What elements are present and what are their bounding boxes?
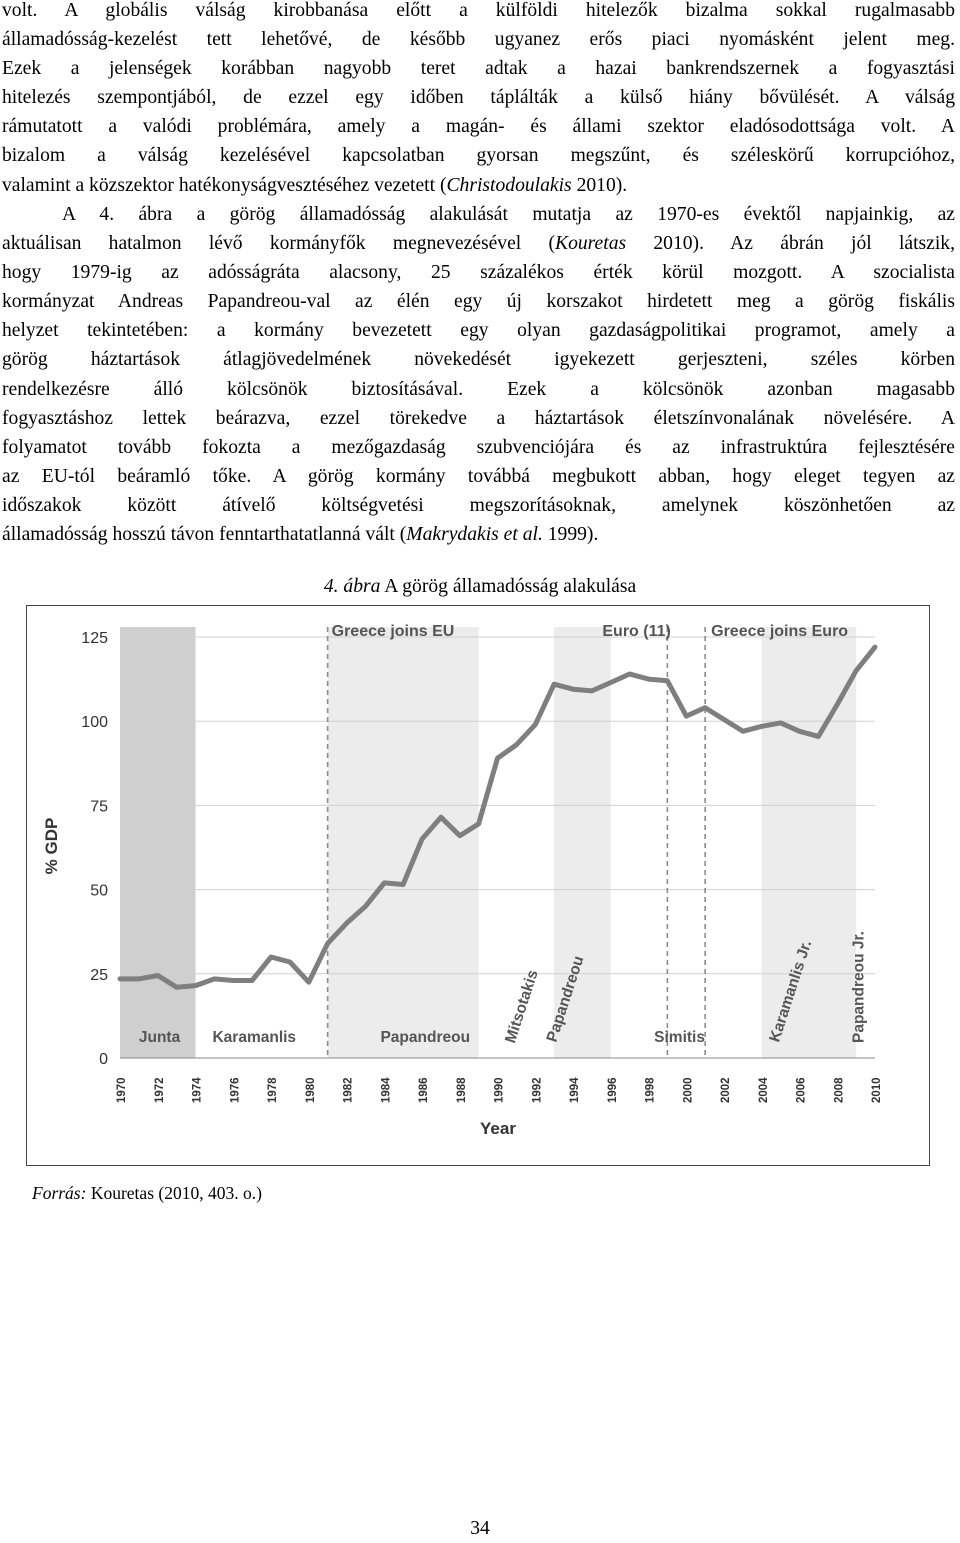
page-number: 34: [470, 1518, 490, 1539]
text-line: Ezek a jelenségek korábban nagyobb teret adtak a hazai bankrendszernek a fogyasztási: [2, 58, 955, 80]
figure-frame: [26, 605, 930, 1166]
x-tick-label: 1986: [418, 1077, 430, 1103]
x-tick-label: 1984: [380, 1077, 393, 1103]
source-label: Forrás:: [32, 1183, 87, 1203]
citation-author: Makrydakis et al.: [406, 524, 543, 546]
text-line: helyzet tekintetében: a kormány bevezetett egy olyan gazdaságpolitikai programot, amely a: [2, 320, 955, 342]
x-tick-label: 2010: [871, 1077, 883, 1103]
x-axis-title: Year: [480, 1119, 516, 1138]
text-fragment: államadósság hosszú távon fenntarthatatlanná vált (: [2, 524, 407, 546]
event-label: Euro (11): [602, 623, 671, 640]
x-tick-label: 1972: [153, 1077, 166, 1103]
government-label: Simitis: [654, 1029, 705, 1046]
text-line: folyamatot tovább fokozta a mezőgazdaság szubvenciójára és az infrastruktúra fejlesztésére: [2, 436, 955, 458]
x-tick-label: 1978: [267, 1077, 279, 1103]
figure-number: 4. ábra: [323, 576, 381, 597]
government-label: Papandreou: [380, 1029, 471, 1046]
y-tick-label: 25: [90, 966, 108, 984]
y-tick-label: 0: [99, 1051, 108, 1068]
x-tick-label: 1990: [493, 1077, 506, 1103]
text-line: államadósság-kezelést tett lehetővé, de később ugyanez erős piaci nyomásként jelent meg.: [2, 29, 955, 51]
x-tick-label: 1998: [644, 1077, 657, 1103]
text-line: [2, 171, 955, 200]
government-label: Junta: [138, 1029, 181, 1046]
x-tick-label: 1994: [569, 1077, 581, 1103]
text-line: A 4. ábra a görög államadósság alakulását mutatja az 1970-es évektől napjainkig, az: [62, 204, 955, 225]
x-tick-label: 2000: [682, 1077, 695, 1103]
government-label: Mitsotakis: [502, 967, 542, 1046]
x-tick-label: 1976: [229, 1077, 242, 1103]
text-line: görög háztartások átlagjövedelmének növekedését igyekezett gerjeszteni, széles körben: [2, 349, 955, 371]
text-fragment: valamint a közszektor hatékonyságvesztéséhez vezetett (: [2, 174, 447, 196]
text-fragment: 1999).: [542, 524, 599, 546]
citation-author: Kouretas: [555, 233, 627, 255]
text-line: volt. A globális válság kirobbanása előtt a külföldi hitelezők bizalma sokkal rugalmasabb: [2, 0, 955, 21]
x-tick-label: 1980: [304, 1077, 317, 1103]
text-fragment: aktuálisan hatalmon lévő kormányfők megnevezésével (: [2, 233, 555, 255]
y-axis-title: % GDP: [42, 817, 61, 875]
period-band-0: [120, 627, 196, 1058]
x-tick-label: 2006: [795, 1077, 808, 1103]
text-line: kormányzat Andreas Papandreou-val az élén egy új korszakot hirdetett meg a görög fiskális: [2, 291, 955, 313]
text-line: az EU-tól beáramló tőke. A görög kormány továbbá megbukott abban, hogy eleget tegyen az: [2, 465, 955, 487]
y-tick-label: 75: [90, 798, 108, 816]
text-line: [2, 229, 955, 258]
text-line: időszakok között átívelő költségvetési megszorításoknak, amelynek köszönhetően az: [2, 494, 955, 516]
text-line: rendelkezésre álló kölcsönök biztosításával. Ezek a kölcsönök azonban magasabb: [2, 378, 955, 400]
x-tick-label: 1982: [342, 1077, 355, 1103]
government-label: Papandreou: [543, 953, 588, 1045]
debt-chart: [27, 606, 929, 1165]
y-tick-label: 50: [90, 882, 108, 900]
y-tick-label: 100: [81, 714, 108, 732]
paragraph-1: [2, 0, 955, 200]
x-tick-label: 2002: [720, 1077, 732, 1103]
period-band-2: [328, 627, 479, 1058]
government-label: Karamanlis Jr.: [766, 938, 816, 1045]
government-label: Papandreou Jr.: [850, 931, 868, 1043]
x-tick-label: 1996: [606, 1077, 619, 1103]
y-tick-label: 125: [81, 630, 108, 647]
x-tick-label: 1992: [531, 1077, 544, 1103]
figure-source: [32, 1183, 262, 1204]
text-fragment: 2010). Az ábrán jól látszik,: [626, 233, 955, 255]
source-text: Kouretas (2010, 403. o.): [86, 1183, 262, 1203]
paragraph-2: [2, 200, 955, 549]
text-line: [2, 520, 955, 549]
text-line: hitelezés szempontjából, de ezzel egy időben táplálták a külső hiány bővülését. A válság: [2, 87, 955, 109]
text-line: bizalom a válság kezelésével kapcsolatban gyorsan megszűnt, és széleskörű korrupcióhoz,: [2, 145, 955, 167]
citation-author: Christodoulakis: [446, 174, 572, 196]
x-tick-label: 1988: [455, 1077, 468, 1103]
text-fragment: 2010).: [571, 174, 628, 196]
figure-caption: [0, 576, 960, 598]
x-tick-label: 2004: [757, 1077, 770, 1103]
x-tick-label: 1970: [116, 1077, 128, 1103]
text-line: fogyasztáshoz lettek beárazva, ezzel törekedve a háztartások életszínvonalának növelésére. A: [2, 407, 955, 429]
government-label: Karamanlis: [212, 1029, 297, 1046]
text-line: hogy 1979-ig az adósságráta alacsony, 25 százalékos érték körül mozgott. A szocialista: [2, 262, 955, 284]
x-tick-label: 2008: [833, 1077, 846, 1103]
event-label: Greece joins Euro: [711, 623, 849, 640]
event-label: Greece joins EU: [331, 623, 455, 640]
text-line: rámutatott a valódi problémára, amely a magán- és állami szektor eladósodottsága volt. A: [2, 116, 955, 138]
x-tick-label: 1974: [191, 1077, 204, 1103]
figure-title: A görög államadósság alakulása: [380, 576, 637, 597]
